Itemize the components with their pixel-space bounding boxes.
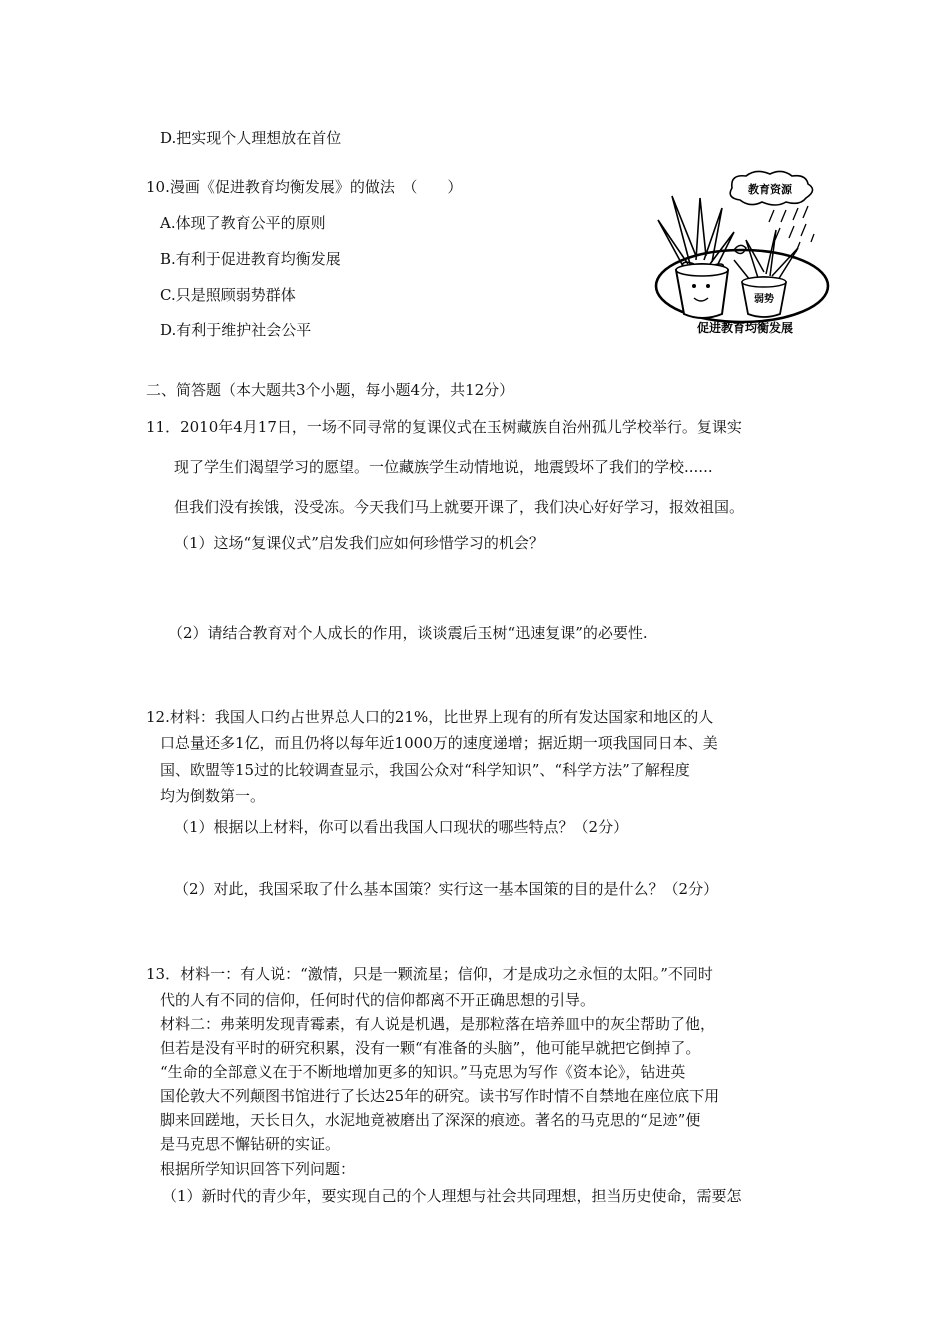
q11-line: 11．2010年4月17日，一场不同寻常的复课仪式在玉树藏族自治州孤儿学校举行。复课实 [146, 418, 742, 436]
q10-option-d: D.有利于维护社会公平 [160, 321, 312, 339]
q13-line: 13．材料一：有人说：“激情，只是一颗流星；信仰，才是成功之永恒的太阳。”不同时 [146, 965, 713, 983]
q12-sub-question-2: （2）对此，我国采取了什么基本国策？实行这一基本国策的目的是什么？（2分） [174, 880, 719, 898]
q12-line: 口总量还多1亿，而且仍将以每年近1000万的速度递增；据近期一项我国同日本、美 [160, 734, 718, 752]
q11-sub-question-2: （2）请结合教育对个人成长的作用，谈谈震后玉树“迅速复课”的必要性. [168, 624, 648, 642]
q10-option-a: A.体现了教育公平的原则 [160, 214, 326, 232]
q13-line: 代的人有不同的信仰，任何时代的信仰都离不开正确思想的引导。 [160, 991, 596, 1009]
cartoon-pot-label: 弱势 [754, 294, 774, 305]
q13-line: （1）新时代的青少年，要实现自己的个人理想与社会共同理想，担当历史使命，需要怎 [162, 1187, 742, 1205]
q13-line: 国伦敦大不列颠图书馆进行了长达25年的研究。读书写作时情不自禁地在座位底下用 [160, 1087, 720, 1105]
q11-line: 现了学生们渴望学习的愿望。一位藏族学生动情地说，地震毁坏了我们的学校...... [174, 458, 713, 476]
q12-line: 均为倒数第一。 [160, 787, 266, 805]
q10-option-c: C.只是照顾弱势群体 [160, 286, 296, 304]
q12-sub-question-1: （1）根据以上材料，你可以看出我国人口现状的哪些特点？（2分） [174, 818, 629, 836]
q13-line: 脚来回蹉地，天长日久，水泥地竟被磨出了深深的痕迹。著名的马克思的“足迹”便 [160, 1111, 701, 1129]
q11-sub-question-1: （1）这场“复课仪式”启发我们应如何珍惜学习的机会？ [174, 534, 544, 552]
q12-line: 国、欧盟等15过的比较调查显示，我国公众对“科学知识”、“科学方法”了解程度 [160, 761, 690, 779]
q13-line: 材料二：弗莱明发现青霉素，有人说是机遇，是那粒落在培养皿中的灰尘帮助了他， [160, 1015, 716, 1033]
q12-line: 12.材料：我国人口约占世界总人口的21%，比世界上现有的所有发达国家和地区的人 [146, 708, 714, 726]
cartoon-caption: 促进教育均衡发展 [696, 321, 794, 335]
q13-line: 但若是没有平时的研究积累，没有一颗“有准备的头脑”，他可能早就把它倒掉了。 [160, 1039, 701, 1057]
q10-option-b: B.有利于促进教育均衡发展 [160, 250, 341, 268]
q10-stem: 10.漫画《促进教育均衡发展》的做法 （ ） [146, 178, 463, 196]
q9-option-d: D.把实现个人理想放在首位 [160, 129, 342, 147]
q13-line: 是马克思不懈钻研的实证。 [160, 1135, 341, 1153]
q11-line: 但我们没有挨饿，没受冻。今天我们马上就要开课了，我们决心好好学习，报效祖国。 [174, 498, 745, 516]
education-balance-cartoon [650, 168, 840, 336]
q13-line: 根据所学知识回答下列问题： [160, 1160, 356, 1178]
cartoon-cloud-label: 教育资源 [748, 183, 792, 196]
section-heading: 二、简答题（本大题共3个小题，每小题4分，共12分） [146, 381, 515, 399]
q13-line: “生命的全部意义在于不断地增加更多的知识。”马克思为写作《资本论》，钻进英 [160, 1063, 686, 1081]
